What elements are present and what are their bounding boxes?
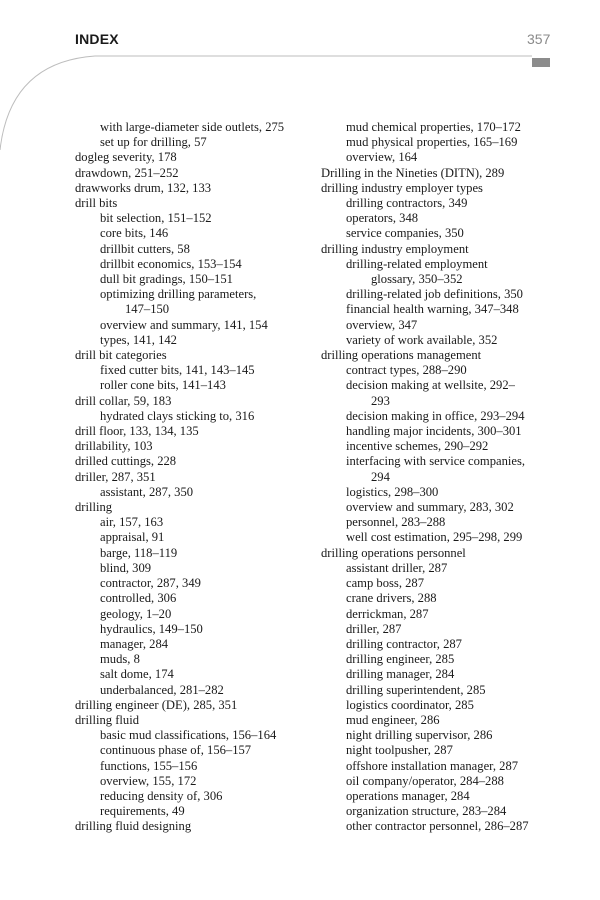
index-sub-entry: variety of work available, 352	[346, 332, 498, 347]
index-sub-entry: dull bit gradings, 150–151	[100, 272, 233, 287]
index-sub-entry: personnel, 283–288	[346, 515, 446, 530]
index-sub-entry: drillbit cutters, 58	[100, 241, 190, 256]
index-column-right	[321, 120, 561, 835]
index-sub-entry: operations manager, 284	[346, 788, 470, 803]
index-sub-entry: contract types, 288–290	[346, 363, 467, 378]
index-sub-entry: air, 157, 163	[100, 515, 164, 530]
index-entry-continuation: 147–150	[125, 302, 170, 317]
index-sub-entry: logistics, 298–300	[346, 484, 439, 499]
index-entry-continuation: 293	[371, 393, 390, 408]
index-sub-entry: controlled, 306	[100, 591, 177, 606]
index-sub-entry: night toolpusher, 287	[346, 743, 453, 758]
index-sub-entry: basic mud classifications, 156–164	[100, 728, 277, 743]
index-sub-entry: logistics coordinator, 285	[346, 697, 474, 712]
index-sub-entry: derrickman, 287	[346, 606, 429, 621]
index-sub-entry: overview and summary, 141, 154	[100, 317, 268, 332]
index-sub-entry: drillbit economics, 153–154	[100, 256, 242, 271]
index-main-entry: drilled cuttings, 228	[75, 454, 177, 469]
index-main-entry: drilling operations personnel	[321, 545, 466, 560]
index-sub-entry: continuous phase of, 156–157	[100, 743, 252, 758]
index-sub-entry: drilling engineer, 285	[346, 652, 455, 667]
index-main-entry: drillability, 103	[75, 439, 153, 454]
index-sub-entry: muds, 8	[100, 652, 140, 667]
index-sub-entry: hydraulics, 149–150	[100, 621, 203, 636]
index-main-entry: drill floor, 133, 134, 135	[75, 424, 199, 439]
index-sub-entry: overview, 155, 172	[100, 773, 197, 788]
index-sub-entry: contractor, 287, 349	[100, 576, 201, 591]
index-sub-entry: requirements, 49	[100, 804, 185, 819]
index-sub-entry: drilling contractors, 349	[346, 196, 468, 211]
index-sub-entry: roller cone bits, 141–143	[100, 378, 226, 393]
index-main-entry: drill collar, 59, 183	[75, 393, 172, 408]
index-sub-entry: bit selection, 151–152	[100, 211, 212, 226]
index-main-entry: drill bits	[75, 196, 118, 211]
index-main-entry: drilling industry employer types	[321, 180, 483, 195]
index-main-entry: dogleg severity, 178	[75, 150, 177, 165]
index-sub-entry: with large-diameter side outlets, 275	[100, 120, 285, 134]
index-sub-entry: mud physical properties, 165–169	[346, 135, 518, 150]
index-sub-entry: camp boss, 287	[346, 576, 425, 591]
index-entry-continuation: 294	[371, 469, 390, 484]
index-column-left	[75, 120, 310, 835]
index-sub-entry: drilling-related employment	[346, 256, 488, 271]
index-sub-entry: manager, 284	[100, 636, 169, 651]
index-sub-entry: appraisal, 91	[100, 530, 165, 545]
index-sub-entry: reducing density of, 306	[100, 788, 223, 803]
index-sub-entry: functions, 155–156	[100, 758, 198, 773]
index-sub-entry: financial health warning, 347–348	[346, 302, 519, 317]
page-number: 357	[527, 31, 551, 47]
index-sub-entry: drilling contractor, 287	[346, 636, 462, 651]
index-main-entry: driller, 287, 351	[75, 469, 156, 484]
index-sub-entry: overview, 347	[346, 317, 418, 332]
index-main-entry: drilling industry employment	[321, 241, 469, 256]
index-sub-entry: assistant driller, 287	[346, 560, 448, 575]
index-sub-entry: decision making at wellsite, 292–	[346, 378, 515, 393]
index-sub-entry: other contractor personnel, 286–287	[346, 819, 529, 834]
index-sub-entry: assistant, 287, 350	[100, 484, 194, 499]
index-main-entry: drill bit categories	[75, 348, 167, 363]
index-main-entry: drilling engineer (DE), 285, 351	[75, 697, 238, 712]
page-header-title: INDEX	[75, 31, 119, 47]
index-sub-entry: barge, 118–119	[100, 545, 178, 560]
page-edge-marker	[532, 58, 550, 67]
index-sub-entry: mud engineer, 286	[346, 712, 440, 727]
index-sub-entry: incentive schemes, 290–292	[346, 439, 489, 454]
index-main-entry: drilling	[75, 500, 113, 515]
index-sub-entry: core bits, 146	[100, 226, 169, 241]
index-sub-entry: operators, 348	[346, 211, 419, 226]
index-main-entry: drilling fluid	[75, 712, 140, 727]
index-main-entry: Drilling in the Nineties (DITN), 289	[321, 165, 505, 180]
index-sub-entry: salt dome, 174	[100, 667, 174, 682]
index-sub-entry: crane drivers, 288	[346, 591, 437, 606]
index-main-entry: drilling operations management	[321, 348, 482, 363]
index-sub-entry: handling major incidents, 300–301	[346, 424, 522, 439]
index-sub-entry: geology, 1–20	[100, 606, 172, 621]
index-sub-entry: driller, 287	[346, 621, 402, 636]
index-sub-entry: interfacing with service companies,	[346, 454, 526, 469]
index-sub-entry: drilling superintendent, 285	[346, 682, 486, 697]
index-sub-entry: mud chemical properties, 170–172	[346, 120, 521, 134]
index-main-entry: drilling fluid designing	[75, 819, 192, 834]
index-sub-entry: service companies, 350	[346, 226, 464, 241]
index-sub-entry: overview and summary, 283, 302	[346, 500, 514, 515]
index-sub-entry: drilling manager, 284	[346, 667, 455, 682]
index-sub-entry: types, 141, 142	[100, 332, 177, 347]
index-entry-continuation: glossary, 350–352	[371, 272, 463, 287]
index-sub-entry: blind, 309	[100, 560, 152, 575]
index-sub-entry: night drilling supervisor, 286	[346, 728, 493, 743]
index-sub-entry: organization structure, 283–284	[346, 804, 507, 819]
index-sub-entry: optimizing drilling parameters,	[100, 287, 257, 302]
index-sub-entry: underbalanced, 281–282	[100, 682, 224, 697]
index-sub-entry: fixed cutter bits, 141, 143–145	[100, 363, 255, 378]
index-sub-entry: drilling-related job definitions, 350	[346, 287, 523, 302]
index-sub-entry: decision making in office, 293–294	[346, 408, 525, 423]
index-sub-entry: oil company/operator, 284–288	[346, 773, 504, 788]
index-sub-entry: set up for drilling, 57	[100, 135, 207, 150]
index-sub-entry: overview, 164	[346, 150, 418, 165]
index-main-entry: drawdown, 251–252	[75, 165, 179, 180]
index-sub-entry: well cost estimation, 295–298, 299	[346, 530, 523, 545]
index-sub-entry: hydrated clays sticking to, 316	[100, 408, 255, 423]
index-sub-entry: offshore installation manager, 287	[346, 758, 519, 773]
index-main-entry: drawworks drum, 132, 133	[75, 180, 212, 195]
